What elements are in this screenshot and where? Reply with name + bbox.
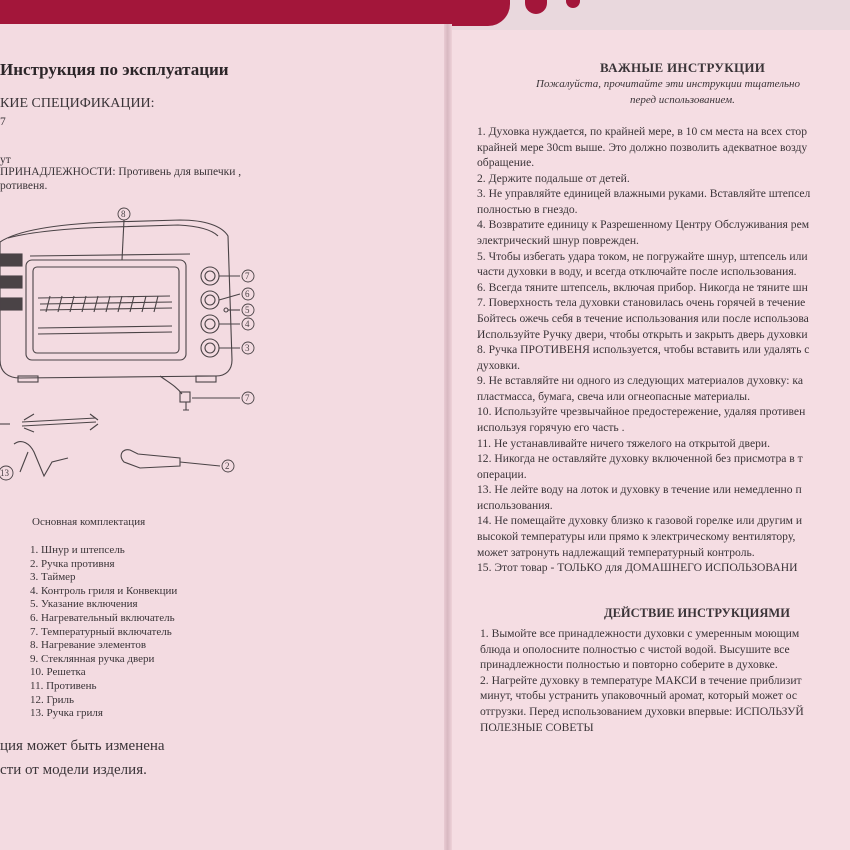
list-item: 3. Не управляйте единицей влажными руками. Вставляйте штепсел <box>477 187 811 201</box>
components-heading: Основная комплектация <box>32 516 146 528</box>
instructions-subtitle: Пожалуйста, прочитайте эти инструкции тщательно <box>536 78 801 90</box>
box-edge-red <box>0 0 510 26</box>
list-item: пластмасса, бумага, свеча или огнеопасные материалы. <box>477 389 750 403</box>
callout-label: 3 <box>245 343 250 353</box>
list-item: 3. Таймер <box>30 571 76 584</box>
important-instructions-title: ВАЖНЫЕ ИНСТРУКЦИИ <box>600 60 766 75</box>
list-item: 4. Контроль гриля и Конвекции <box>30 584 178 597</box>
list-item: 1. Вымойте все принадлежности духовки с умеренным моющим <box>480 627 800 640</box>
list-item: 5. Чтобы избегать удара током, не погружайте шнур, штепсель или <box>477 249 808 263</box>
manual-title: Инструкция по эксплуатации <box>0 60 229 79</box>
list-item: 5. Указание включения <box>30 598 138 611</box>
spec-line: ротивеня. <box>0 180 48 192</box>
spec-line: 7 <box>0 116 6 128</box>
list-item: блюда и ополосните полностью с чистой водой. Высушите все <box>480 642 790 656</box>
list-item: 4. Возвратите единицу к Разрешенному Центру Обслуживания рем <box>477 218 810 232</box>
list-item: части духовки в воду, и всегда отключайте после использования. <box>477 265 797 279</box>
list-item: обращение. <box>477 156 535 170</box>
list-item: 10. Решетка <box>30 666 86 679</box>
callout-label: 6 <box>245 289 250 299</box>
list-item: полностью в гнездо. <box>477 202 578 216</box>
list-item: использования. <box>477 498 553 512</box>
list-item: 11. Противень <box>30 679 97 692</box>
callout-label: 2 <box>225 461 230 471</box>
disclaimer-line: ция может быть изменена <box>0 738 165 754</box>
list-item: 13. Ручка гриля <box>30 707 103 720</box>
instructions-list <box>477 124 850 576</box>
callout-label: 7 <box>245 271 250 281</box>
list-item: 12. Гриль <box>30 693 75 706</box>
list-item: 6. Нагревательный включатель <box>30 611 175 624</box>
list-item: Используйте Ручку двери, чтобы открыть и закрыть дверь духовки <box>477 327 808 341</box>
list-item: 11. Не устанавливайте ничего тяжелого на открытой двери. <box>477 436 771 450</box>
list-item: 8. Ручка ПРОТИВЕНЯ используется, чтобы вставить или удалять с <box>477 343 810 357</box>
spec-heading: КИЕ СПЕЦИФИКАЦИИ: <box>0 96 155 111</box>
list-item: 7. Поверхность тела духовки становилась очень горячей в течение <box>477 296 806 310</box>
list-item: 2. Держите подальше от детей. <box>477 171 630 185</box>
list-item: 12. Никогда не оставляйте духовку включенной без присмотра в т <box>477 452 803 466</box>
callout-label: 7 <box>245 393 250 403</box>
instructions-subtitle: перед использованием. <box>630 94 735 106</box>
callout-label: 8 <box>121 209 126 219</box>
list-item: отгрузки. Перед использованием духовки впервые: ИСПОЛЬЗУЙ <box>480 704 804 718</box>
list-item: 10. Используйте чрезвычайное предостережение, удаляя противен <box>477 405 806 419</box>
callout-label: 13 <box>0 468 9 478</box>
list-item: может затронуть надлежащий температурный контроль. <box>477 545 755 559</box>
list-item: высокой температуры или прямо к электрическому вентилятору, <box>477 530 796 544</box>
list-item: 14. Не помещайте духовку близко к газовой горелке или другим и <box>477 514 803 528</box>
list-item: 15. Этот товар - ТОЛЬКО для ДОМАШНЕГО ИСПОЛЬЗОВАНИ <box>477 561 798 575</box>
list-item: 1. Шнур и штепсель <box>30 544 125 556</box>
list-item: 2. Нагрейте духовку в температуре МАКСИ в течение приблизит <box>480 673 802 687</box>
callout-label: 5 <box>245 305 250 315</box>
action-instructions-list <box>480 626 850 735</box>
list-item: операции. <box>477 467 527 481</box>
list-item: 9. Стеклянная ручка двери <box>30 652 155 665</box>
list-item: принадлежности полностью и повторно соберите в духовке. <box>480 658 778 672</box>
list-item: 8. Нагревание элементов <box>30 639 147 652</box>
list-item: 1. Духовка нуждается, по крайней мере, в 10 см места на всех стор <box>477 125 808 138</box>
list-item: электрический шнур поврежден. <box>477 234 639 248</box>
oven-diagram <box>0 200 448 500</box>
spec-line: ут <box>0 154 11 166</box>
disclaimer-line: сти от модели изделия. <box>0 762 147 778</box>
list-item: 6. Всегда тяните штепсель, включая прибор. Никогда не тяните шн <box>477 280 808 294</box>
callout-label: 4 <box>245 319 250 329</box>
list-item: крайней мере 30cm выше. Это должно позволить адекватное возду <box>477 140 808 154</box>
list-item: ПОЛЕЗНЫЕ СОВЕТЫ <box>480 720 594 734</box>
list-item: 7. Температурный включатель <box>30 625 172 638</box>
list-item: Бойтесь ожечь себя в течение использования или после использова <box>477 311 809 325</box>
list-item: духовки. <box>477 358 521 372</box>
spec-line: ПРИНАДЛЕЖНОСТИ: Противень для выпечки , <box>0 166 242 178</box>
list-item: 9. Не вставляйте ни одного из следующих материалов духовку: ка <box>477 374 803 388</box>
list-item: 2. Ручка противня <box>30 557 115 570</box>
list-item: 13. Не лейте воду на лоток и духовку в течение или немедленно п <box>477 483 802 497</box>
action-instructions-title: ДЕЙСТВИЕ ИНСТРУКЦИЯМИ <box>604 606 790 620</box>
list-item: минут, чтобы устранить упаковочный аромат, который может ос <box>480 689 797 703</box>
list-item: используя горячую его часть . <box>477 420 625 434</box>
components-list <box>30 544 177 721</box>
